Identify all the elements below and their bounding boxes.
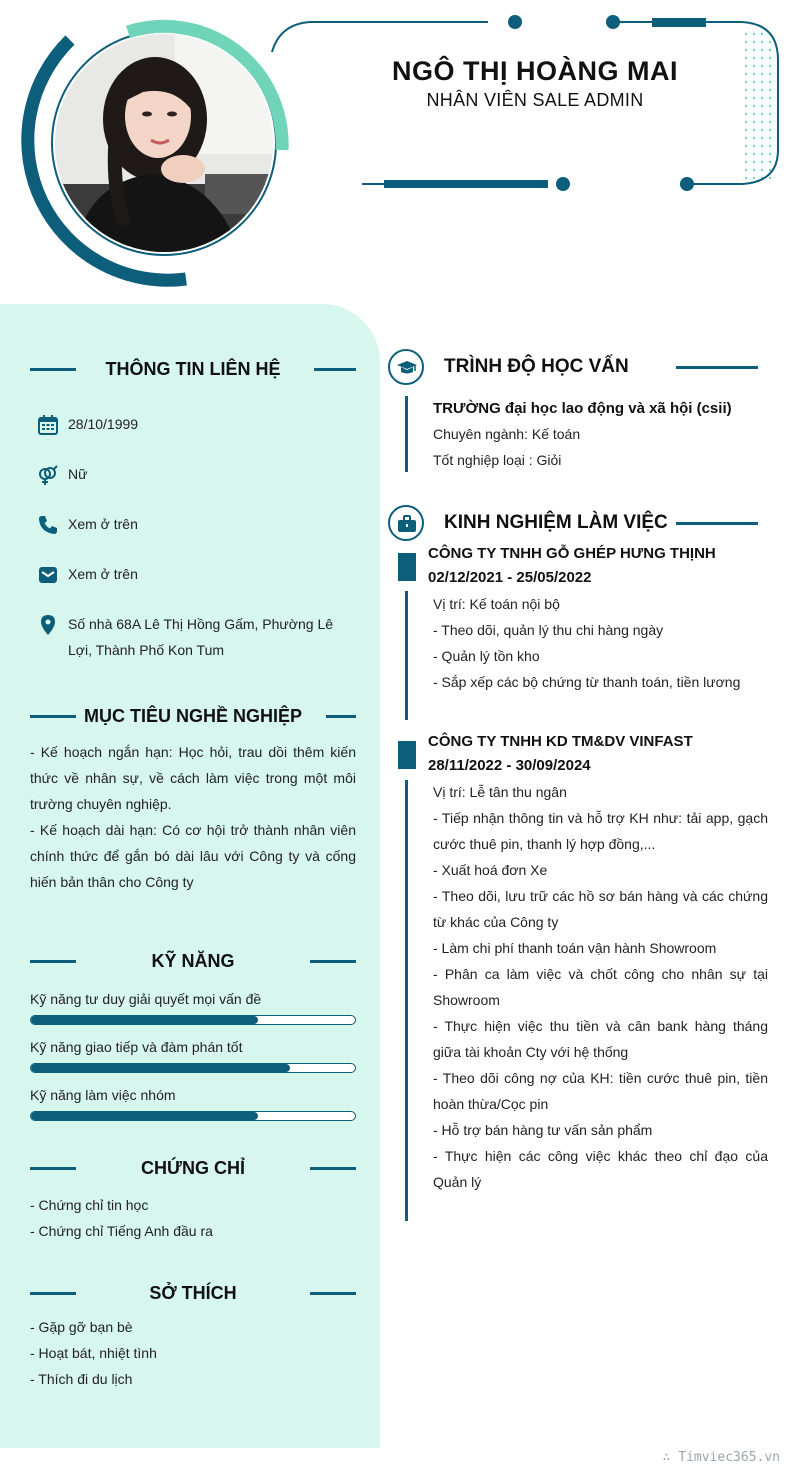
job-line: - Làm chi phí thanh toán vận hành Showroom: [433, 940, 717, 956]
birthday-value: 28/10/1999: [68, 416, 139, 432]
skill-fill: [31, 1016, 258, 1024]
job-line: Vị trí: Lễ tân thu ngân: [433, 784, 567, 800]
education-grade: Tốt nghiệp loại : Giỏi: [433, 452, 562, 468]
job-marker: [398, 553, 416, 581]
job-line: - Theo dõi, lưu trữ các hồ sơ bán hàng và các chứng từ khác của Công ty: [433, 888, 768, 930]
education-bar: [405, 396, 408, 472]
contact-heading-text: THÔNG TIN LIÊN HỆ: [105, 359, 281, 379]
hobby-item: - Thích đi du lịch: [30, 1371, 133, 1387]
job-bar: [405, 780, 408, 1221]
job-company: CÔNG TY TNHH GỖ GHÉP HƯNG THỊNH: [428, 545, 716, 562]
contact-heading: [30, 354, 356, 384]
objective-heading-text: MỤC TIÊU NGHỀ NGHIỆP: [83, 706, 302, 726]
gender-icon: [38, 465, 58, 485]
email-icon: [38, 565, 58, 585]
watermark: [620, 1450, 780, 1465]
graduation-cap-icon: [397, 358, 417, 378]
avatar: [55, 34, 273, 252]
education-icon-circle: [388, 349, 424, 385]
education-heading: [388, 349, 760, 385]
address-value: Số nhà 68A Lê Thị Hồng Gấm, Phường Lê Lợi, Thành Phố Kon Tum: [68, 616, 334, 658]
job-marker: [398, 741, 416, 769]
objective-heading: [30, 701, 356, 731]
skill-name: Kỹ năng giao tiếp và đàm phán tốt: [30, 1039, 243, 1055]
certificates-heading-text: CHỨNG CHỈ: [141, 1158, 245, 1178]
job-line: - Sắp xếp các bộ chứng từ thanh toán, tiền lương: [433, 674, 741, 690]
job-company: CÔNG TY TNHH KD TM&DV VINFAST: [428, 733, 693, 750]
phone-icon: [38, 515, 58, 535]
hobbies-heading: [30, 1278, 356, 1308]
skill-fill: [31, 1112, 258, 1120]
skill-bar: [30, 1111, 356, 1121]
job-line: - Phân ca làm việc và chốt công cho nhân sự tại Showroom: [433, 966, 768, 1008]
skill-fill: [31, 1064, 290, 1072]
job-line: Vị trí: Kế toán nội bộ: [433, 596, 560, 612]
experience-heading: [388, 505, 760, 541]
job-line: - Theo dõi, quản lý thu chi hàng ngày: [433, 622, 664, 638]
candidate-position: NHÂN VIÊN SALE ADMIN: [426, 90, 644, 110]
job-line: - Xuất hoá đơn Xe: [433, 862, 548, 878]
hobbies-heading-text: SỞ THÍCH: [149, 1283, 237, 1303]
skill-bar: [30, 1015, 356, 1025]
gender-value: Nữ: [68, 466, 88, 482]
calendar-icon: [38, 415, 58, 435]
job-bar: [405, 591, 408, 720]
email-value: Xem ở trên: [68, 566, 138, 582]
hobby-item: - Gặp gỡ bạn bè: [30, 1319, 133, 1335]
job-line: - Thực hiện việc thu tiền và cân bank hàng tháng giữa tài khoản Cty với hệ thống: [433, 1018, 768, 1060]
certificates-heading: [30, 1153, 356, 1183]
education-heading-text: TRÌNH ĐỘ HỌC VẤN: [444, 356, 629, 377]
skill-bar: [30, 1063, 356, 1073]
certificate-item: - Chứng chỉ tin học: [30, 1197, 149, 1213]
job-period: 28/11/2022 - 30/09/2024: [428, 757, 591, 774]
candidate-name: NGÔ THỊ HOÀNG MAI: [392, 56, 678, 86]
experience-heading-text: KINH NGHIỆM LÀM VIỆC: [444, 512, 668, 533]
job-line: - Tiếp nhận thông tin và hỗ trợ KH như: tải app, gạch cước thuê pin, thanh lý hợp đồng,...: [433, 810, 768, 852]
education-major: Chuyên ngành: Kế toán: [433, 426, 581, 442]
education-school: TRƯỜNG đại học lao động và xã hội (csii): [433, 400, 732, 417]
skill-name: Kỹ năng tư duy giải quyết mọi vấn đề: [30, 991, 262, 1007]
phone-value: Xem ở trên: [68, 516, 138, 532]
job-line: - Hỗ trợ bán hàng tư vấn sản phẩm: [433, 1122, 653, 1138]
location-pin-icon: [38, 615, 58, 635]
watermark-text: Timviec365.vn: [678, 1450, 780, 1465]
skills-heading: [30, 946, 356, 976]
skill-name: Kỹ năng làm việc nhóm: [30, 1087, 176, 1103]
skills-heading-text: KỸ NĂNG: [151, 951, 235, 971]
job-line: - Theo dõi công nợ của KH: tiền cước thuê pin, tiền hoàn thừa/Cọc pin: [433, 1070, 768, 1112]
watermark-dots-icon: ∴: [662, 1450, 679, 1465]
experience-icon-circle: [388, 505, 424, 541]
job-period: 02/12/2021 - 25/05/2022: [428, 569, 592, 586]
certificate-item: - Chứng chỉ Tiếng Anh đầu ra: [30, 1223, 213, 1239]
job-line: - Quản lý tồn kho: [433, 648, 540, 664]
hobby-item: - Hoạt bát, nhiệt tình: [30, 1345, 157, 1361]
objective-text: - Kế hoạch ngắn hạn: Học hỏi, trau dồi thêm kiến thức về nhân sự, về cách làm việc trong một môi trường chuyên nghiệp. - Kế hoạch dài hạn: Có cơ hội trở thành nhân viên chính thức để gắn bó dài lâu với Công ty và cống hiến bản thân cho Công ty: [30, 744, 356, 890]
job-line: - Thực hiện các công việc khác theo chỉ đạo của Quản lý: [433, 1148, 768, 1190]
briefcase-icon: [397, 514, 417, 534]
